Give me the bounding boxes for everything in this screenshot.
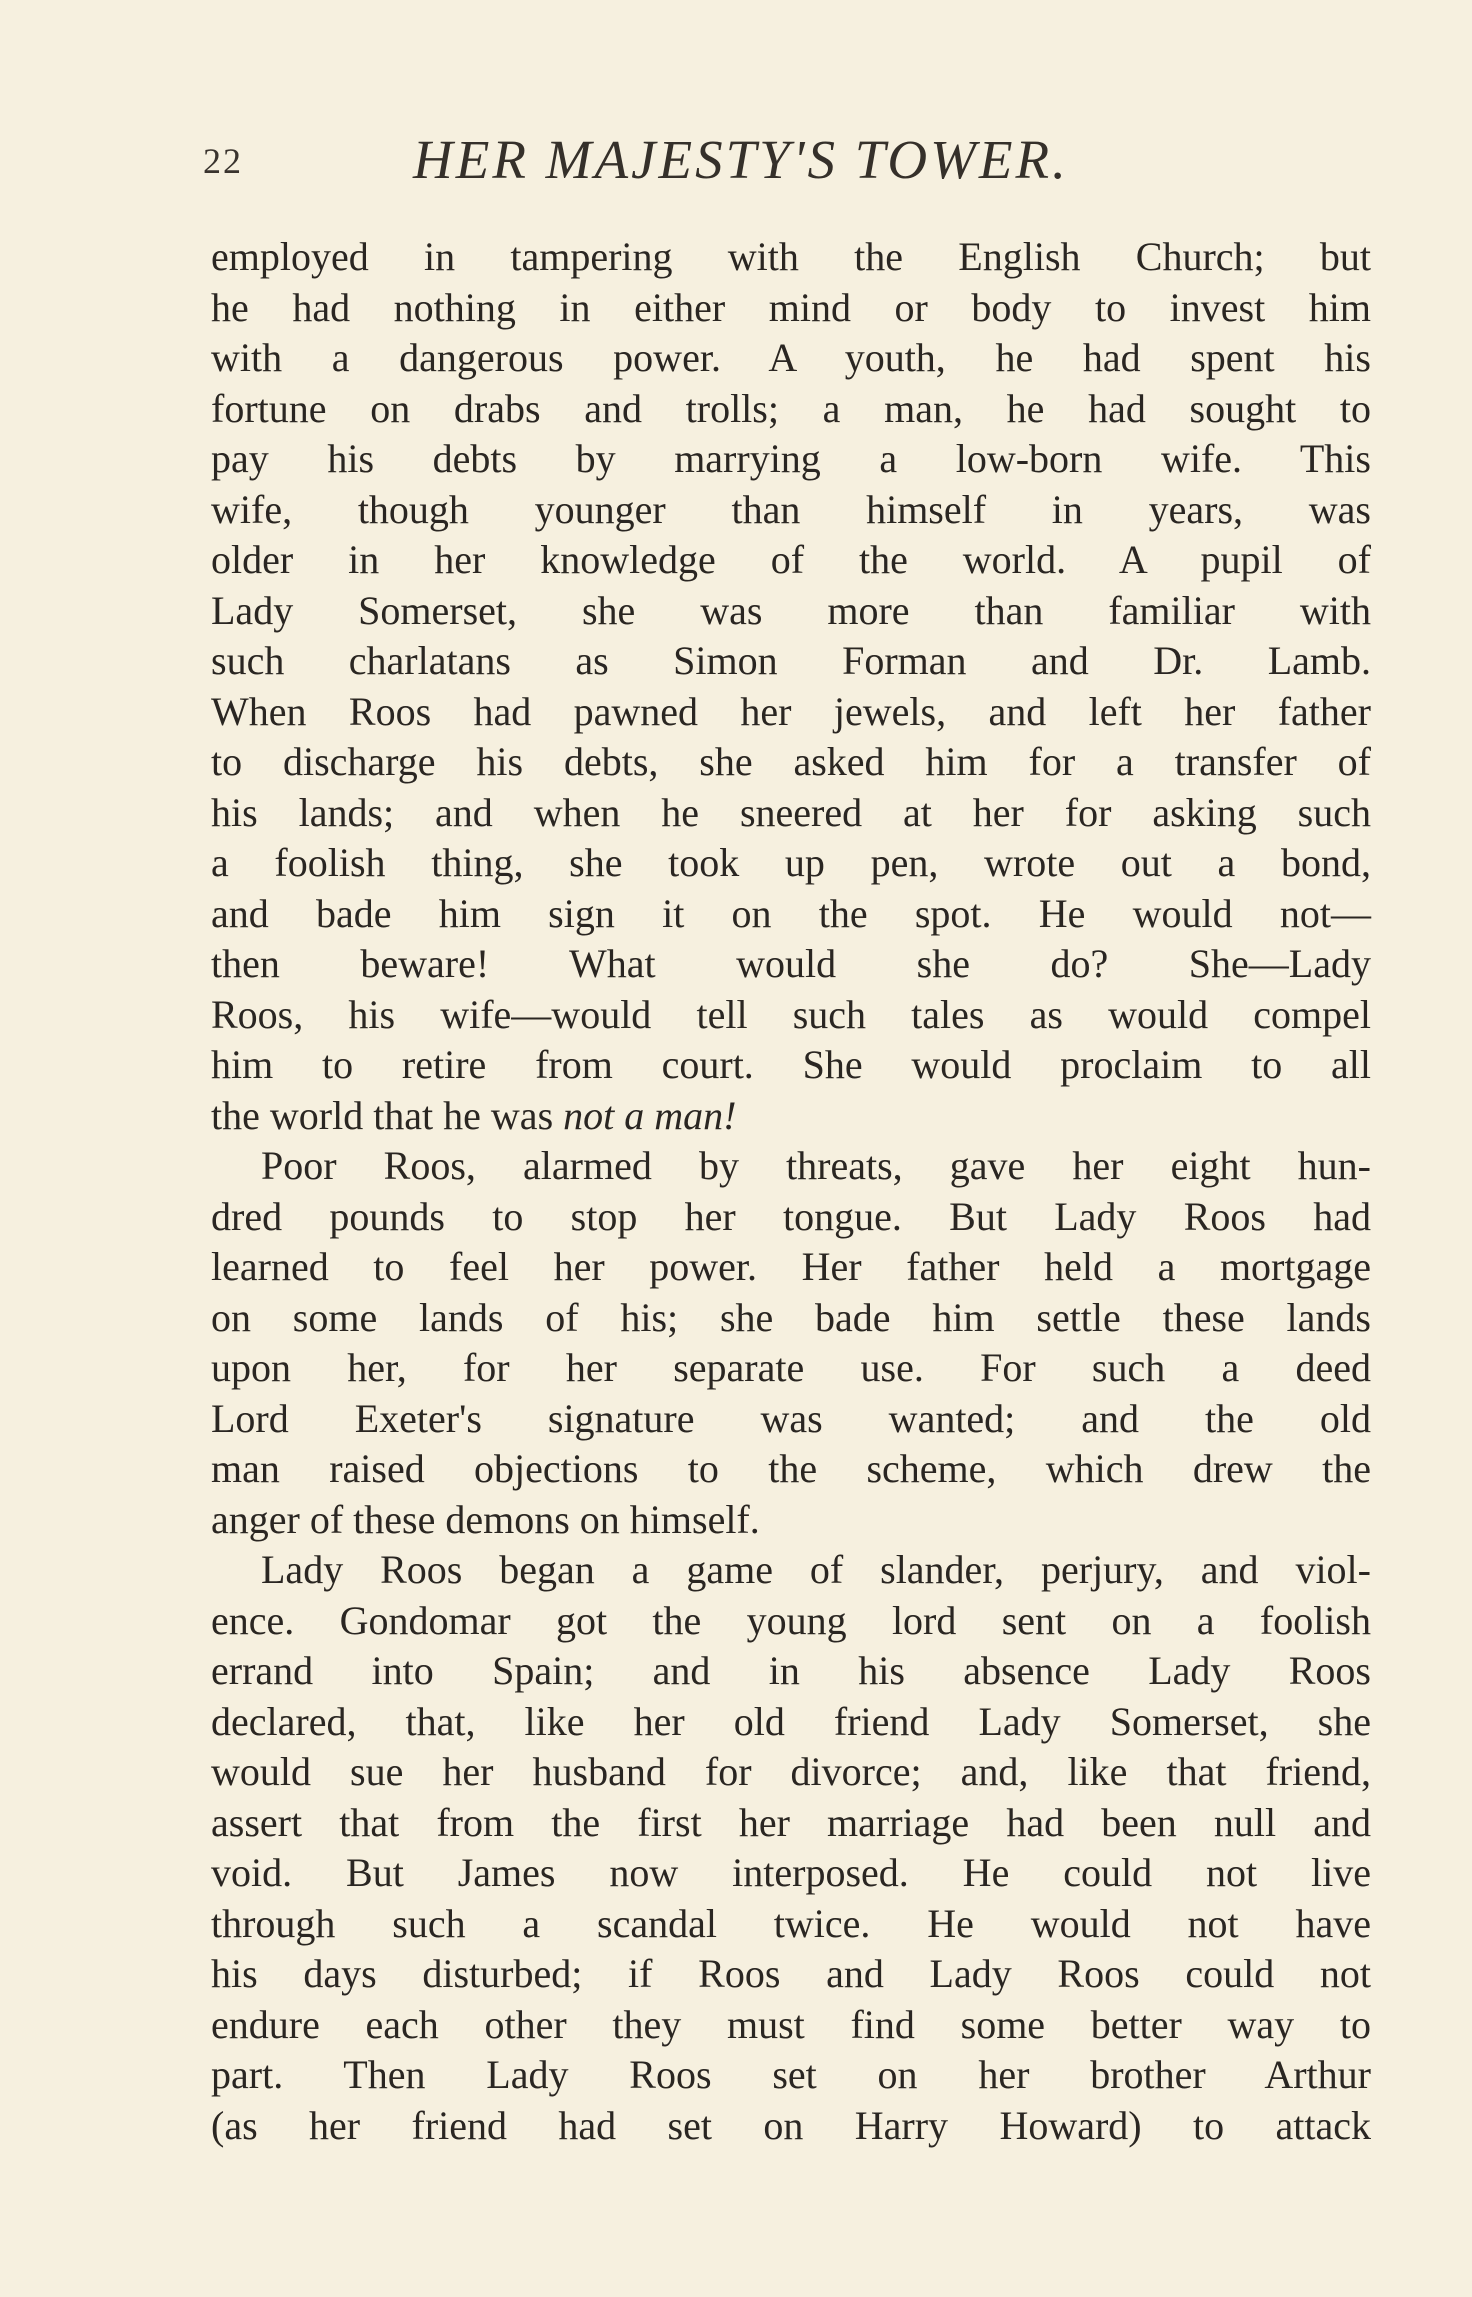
- text-line: such charlatans as Simon Forman and Dr. Lamb.: [211, 638, 1371, 683]
- text-line: part. Then Lady Roos set on her brother Arthur: [211, 2052, 1371, 2097]
- text-line: employed in tampering with the English Church; but: [211, 234, 1371, 279]
- running-title: HER MAJESTY'S TOWER.: [413, 129, 1069, 190]
- text-line: then beware! What would she do? She—Lady: [211, 941, 1371, 986]
- text-line: endure each other they must find some better way to: [211, 2001, 1371, 2047]
- text-line: would sue her husband for divorce; and, like that friend,: [211, 1749, 1371, 1794]
- text-line: errand into Spain; and in his absence Lady Roos: [211, 1648, 1371, 1693]
- text-line: learned to feel her power. Her father held a mortgage: [211, 1244, 1371, 1289]
- text-line-final: [211, 1091, 1371, 1142]
- text-line: anger of these demons on himself.: [211, 1496, 760, 1542]
- text-line: assert that from the first her marriage had been null and: [211, 1799, 1371, 1845]
- text-line: to discharge his debts, she asked him for a transfer of: [211, 739, 1371, 784]
- text-line: his days disturbed; if Roos and Lady Roos could not: [211, 1951, 1371, 1996]
- text-line: wife, though younger than himself in years, was: [211, 486, 1371, 532]
- page-number: 22: [203, 141, 243, 181]
- text-line: (as her friend had set on Harry Howard) to attack: [211, 2102, 1371, 2148]
- text-line: on some lands of his; she bade him settle these lands: [211, 1294, 1371, 1340]
- text-line: dred pounds to stop her tongue. But Lady Roos had: [211, 1193, 1371, 1239]
- text-line: Lady Roos began a game of slander, perjury, and viol-: [261, 1547, 1371, 1592]
- text-line: void. But James now interposed. He could not live: [211, 1850, 1371, 1895]
- text-line: his lands; and when he sneered at her for asking such: [211, 789, 1371, 835]
- text-line: pay his debts by marrying a low-born wife. This: [211, 436, 1371, 481]
- text-line: fortune on drabs and trolls; a man, he had sought to: [211, 385, 1371, 431]
- text-line: ence. Gondomar got the young lord sent on a foolish: [211, 1597, 1371, 1643]
- text-line: Lady Somerset, she was more than familiar with: [211, 587, 1371, 633]
- text-line: older in her knowledge of the world. A pupil of: [211, 537, 1371, 582]
- text-line: and bade him sign it on the spot. He would not—: [211, 890, 1371, 936]
- paragraph-1: [211, 232, 1371, 1141]
- paragraph-2: [211, 1141, 1371, 1545]
- text-line: When Roos had pawned her jewels, and left her father: [211, 688, 1371, 734]
- text-line: he had nothing in either mind or body to invest him: [211, 284, 1371, 330]
- paragraph-3: [211, 1545, 1371, 2151]
- running-head: [203, 128, 1373, 188]
- text-line: man raised objections to the scheme, which drew the: [211, 1446, 1371, 1491]
- text-line: a foolish thing, she took up pen, wrote out a bond,: [211, 840, 1371, 885]
- body-text: [211, 232, 1371, 2151]
- text-line: upon her, for her separate use. For such a deed: [211, 1345, 1371, 1390]
- italic-emphasis: not a man!: [563, 1092, 737, 1138]
- text-line: him to retire from court. She would proclaim to all: [211, 1042, 1371, 1087]
- text-line: Poor Roos, alarmed by threats, gave her eight hun-: [261, 1143, 1371, 1188]
- text-line: through such a scandal twice. He would not have: [211, 1900, 1371, 1946]
- text-line: Roos, his wife—would tell such tales as would compel: [211, 991, 1371, 1037]
- text-line: declared, that, like her old friend Lady Somerset, she: [211, 1698, 1371, 1744]
- text-line: Lord Exeter's signature was wanted; and the old: [211, 1395, 1371, 1441]
- text-line: with a dangerous power. A youth, he had spent his: [211, 335, 1371, 380]
- text-line-prefix: the world that he was: [211, 1092, 564, 1138]
